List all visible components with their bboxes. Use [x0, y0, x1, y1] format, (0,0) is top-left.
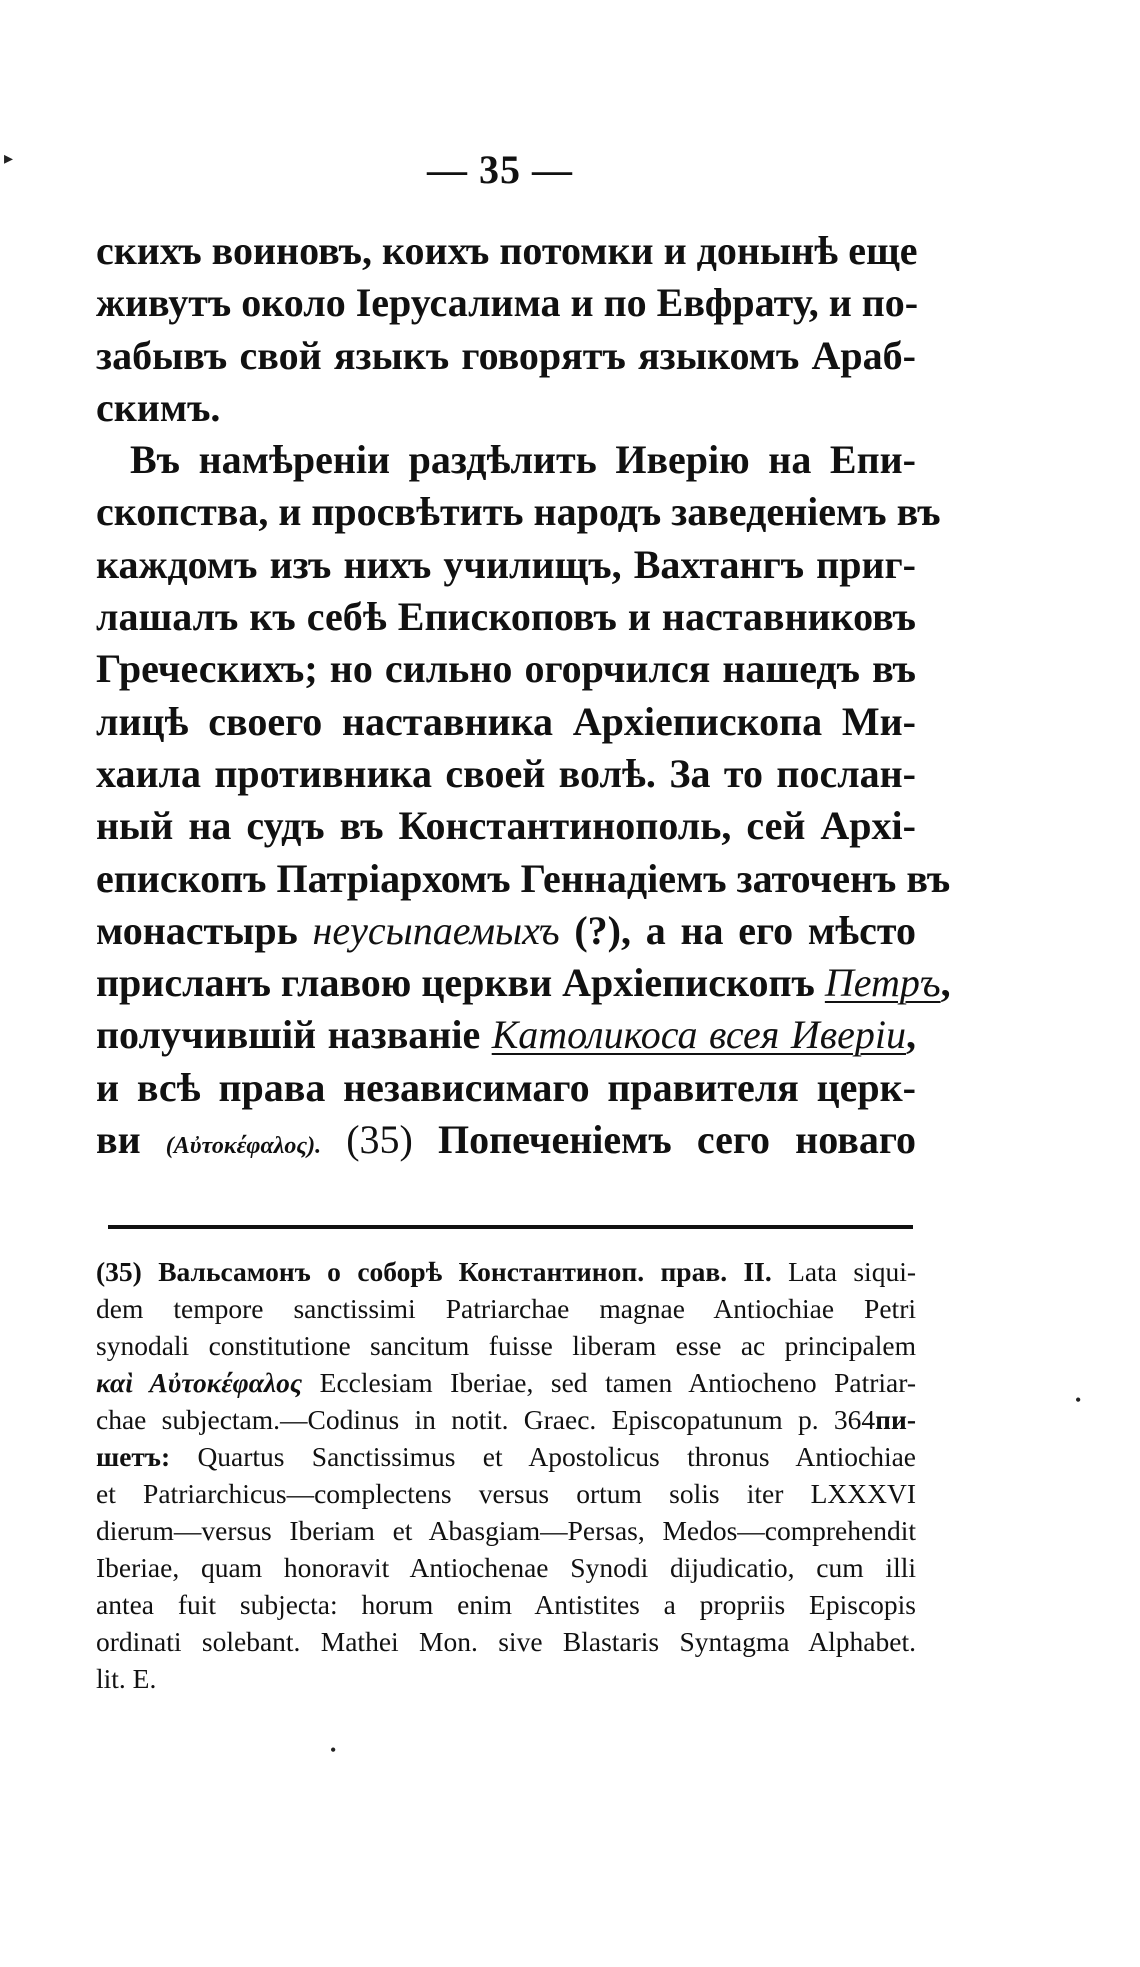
text-line — [96, 957, 951, 1009]
footnote-line: synodali constitutione sancitum fuisse liberam esse ac principalem — [96, 1330, 916, 1361]
text-line: ный на судъ въ Константинополь, сей Архі- — [96, 803, 916, 849]
footnote-line: dem tempore sanctissimi Patriarchae magnae Antiochiae Petri — [96, 1293, 916, 1324]
text-span: , — [906, 1012, 916, 1058]
footnote-line: lit. E. — [96, 1663, 157, 1694]
greek-term: (Αὐτοκέφαλος). — [165, 1133, 322, 1160]
underlined-name: Петръ — [824, 960, 941, 1006]
text-line: хаила противника своей волѣ. За то послан- — [96, 750, 916, 796]
text-span: Quartus Sanctissimus et Apostolicus thronus Antiochiae — [197, 1441, 916, 1472]
footnote-line: dierum—versus Iberiam et Abasgiam—Persas, Medos—comprehendit — [96, 1515, 916, 1546]
text-span: получившій названіе — [96, 1012, 481, 1058]
text-line — [96, 1009, 916, 1061]
footnote-line: et Patriarchicus—complectens versus ortum solis iter LXXXVI — [96, 1478, 916, 1509]
text-line: каждомъ изъ нихъ училищъ, Вахтангъ приг- — [96, 541, 916, 587]
text-line: епископъ Патріархомъ Геннадіемъ заточенъ въ — [96, 855, 951, 901]
text-span: Попеченіемъ сего новаго — [438, 1117, 916, 1163]
text-span: пи- — [875, 1404, 916, 1435]
text-span: монастырь — [96, 907, 298, 953]
margin-speck: • — [330, 1740, 337, 1760]
text-span: Lata siqui- — [788, 1256, 917, 1287]
footnote-line — [96, 1364, 916, 1401]
footnote-line — [96, 1401, 916, 1438]
footnote-line: antea fuit subjecta: horum enim Antistites a propriis Episcopis — [96, 1589, 916, 1620]
italic-word: неусыпаемыхъ — [312, 907, 560, 953]
margin-speck: • — [1075, 1390, 1082, 1410]
greek-term: καὶ Αὐτοκέφαλος — [96, 1367, 303, 1398]
text-line — [96, 905, 916, 957]
text-span: шетъ: — [96, 1441, 171, 1472]
footnote-line: ordinati solebant. Mathei Mon. sive Blastaris Syntagma Alphabet. — [96, 1626, 916, 1657]
text-line: лицѣ своего наставника Архіепископа Ми- — [96, 698, 916, 744]
text-line: забывъ свой языкъ говорятъ языкомъ Араб- — [96, 332, 916, 378]
text-line: лашалъ къ себѣ Епископовъ и наставниковъ — [96, 594, 916, 640]
text-span: (35) Вальсамонъ о соборѣ Константиноп. прав. II. — [96, 1256, 772, 1287]
footnote-separator — [108, 1225, 913, 1229]
text-line: скимъ. — [96, 384, 221, 430]
text-span: (?), а на его мѣсто — [574, 907, 917, 953]
text-span: присланъ главою церкви Архіепископъ — [96, 960, 815, 1006]
page-number: — 35 — — [427, 147, 573, 192]
text-line: и всѣ права независимаго правителя церк- — [96, 1064, 916, 1110]
footnote-line — [96, 1438, 916, 1475]
text-line: Греческихъ; но сильно огорчился нашедъ въ — [96, 646, 916, 692]
text-line: живутъ около Іерусалима и по Евфрату, и по- — [96, 280, 919, 326]
underlined-title: Католикоса всея Иверіи — [491, 1012, 906, 1058]
text-line: скопства, и просвѣтить народъ заведеніемъ въ — [96, 489, 941, 535]
footnote-line: Iberiae, quam honoravit Antiochenae Synodi dijudicatio, cum illi — [96, 1552, 916, 1583]
text-span: chae subjectam.—Codinus in notit. Graec. Episcopatunum p. 364 — [96, 1404, 876, 1435]
margin-speck: ▸ — [4, 148, 14, 168]
text-span: , — [940, 960, 951, 1006]
footnote — [96, 1253, 916, 1697]
text-line — [96, 1114, 916, 1166]
text-line: Въ намѣреніи раздѣлить Иверію на Епи- — [130, 437, 916, 483]
text-span: ви — [96, 1117, 141, 1163]
text-line: скихъ воиновъ, коихъ потомки и донынѣ еще — [96, 228, 918, 273]
footnote-reference: (35) — [346, 1117, 413, 1163]
text-span: Ecclesiam Iberiae, sed tamen Antiocheno Patriar- — [319, 1367, 916, 1398]
main-text — [96, 225, 951, 1166]
footnote-line — [96, 1253, 916, 1290]
